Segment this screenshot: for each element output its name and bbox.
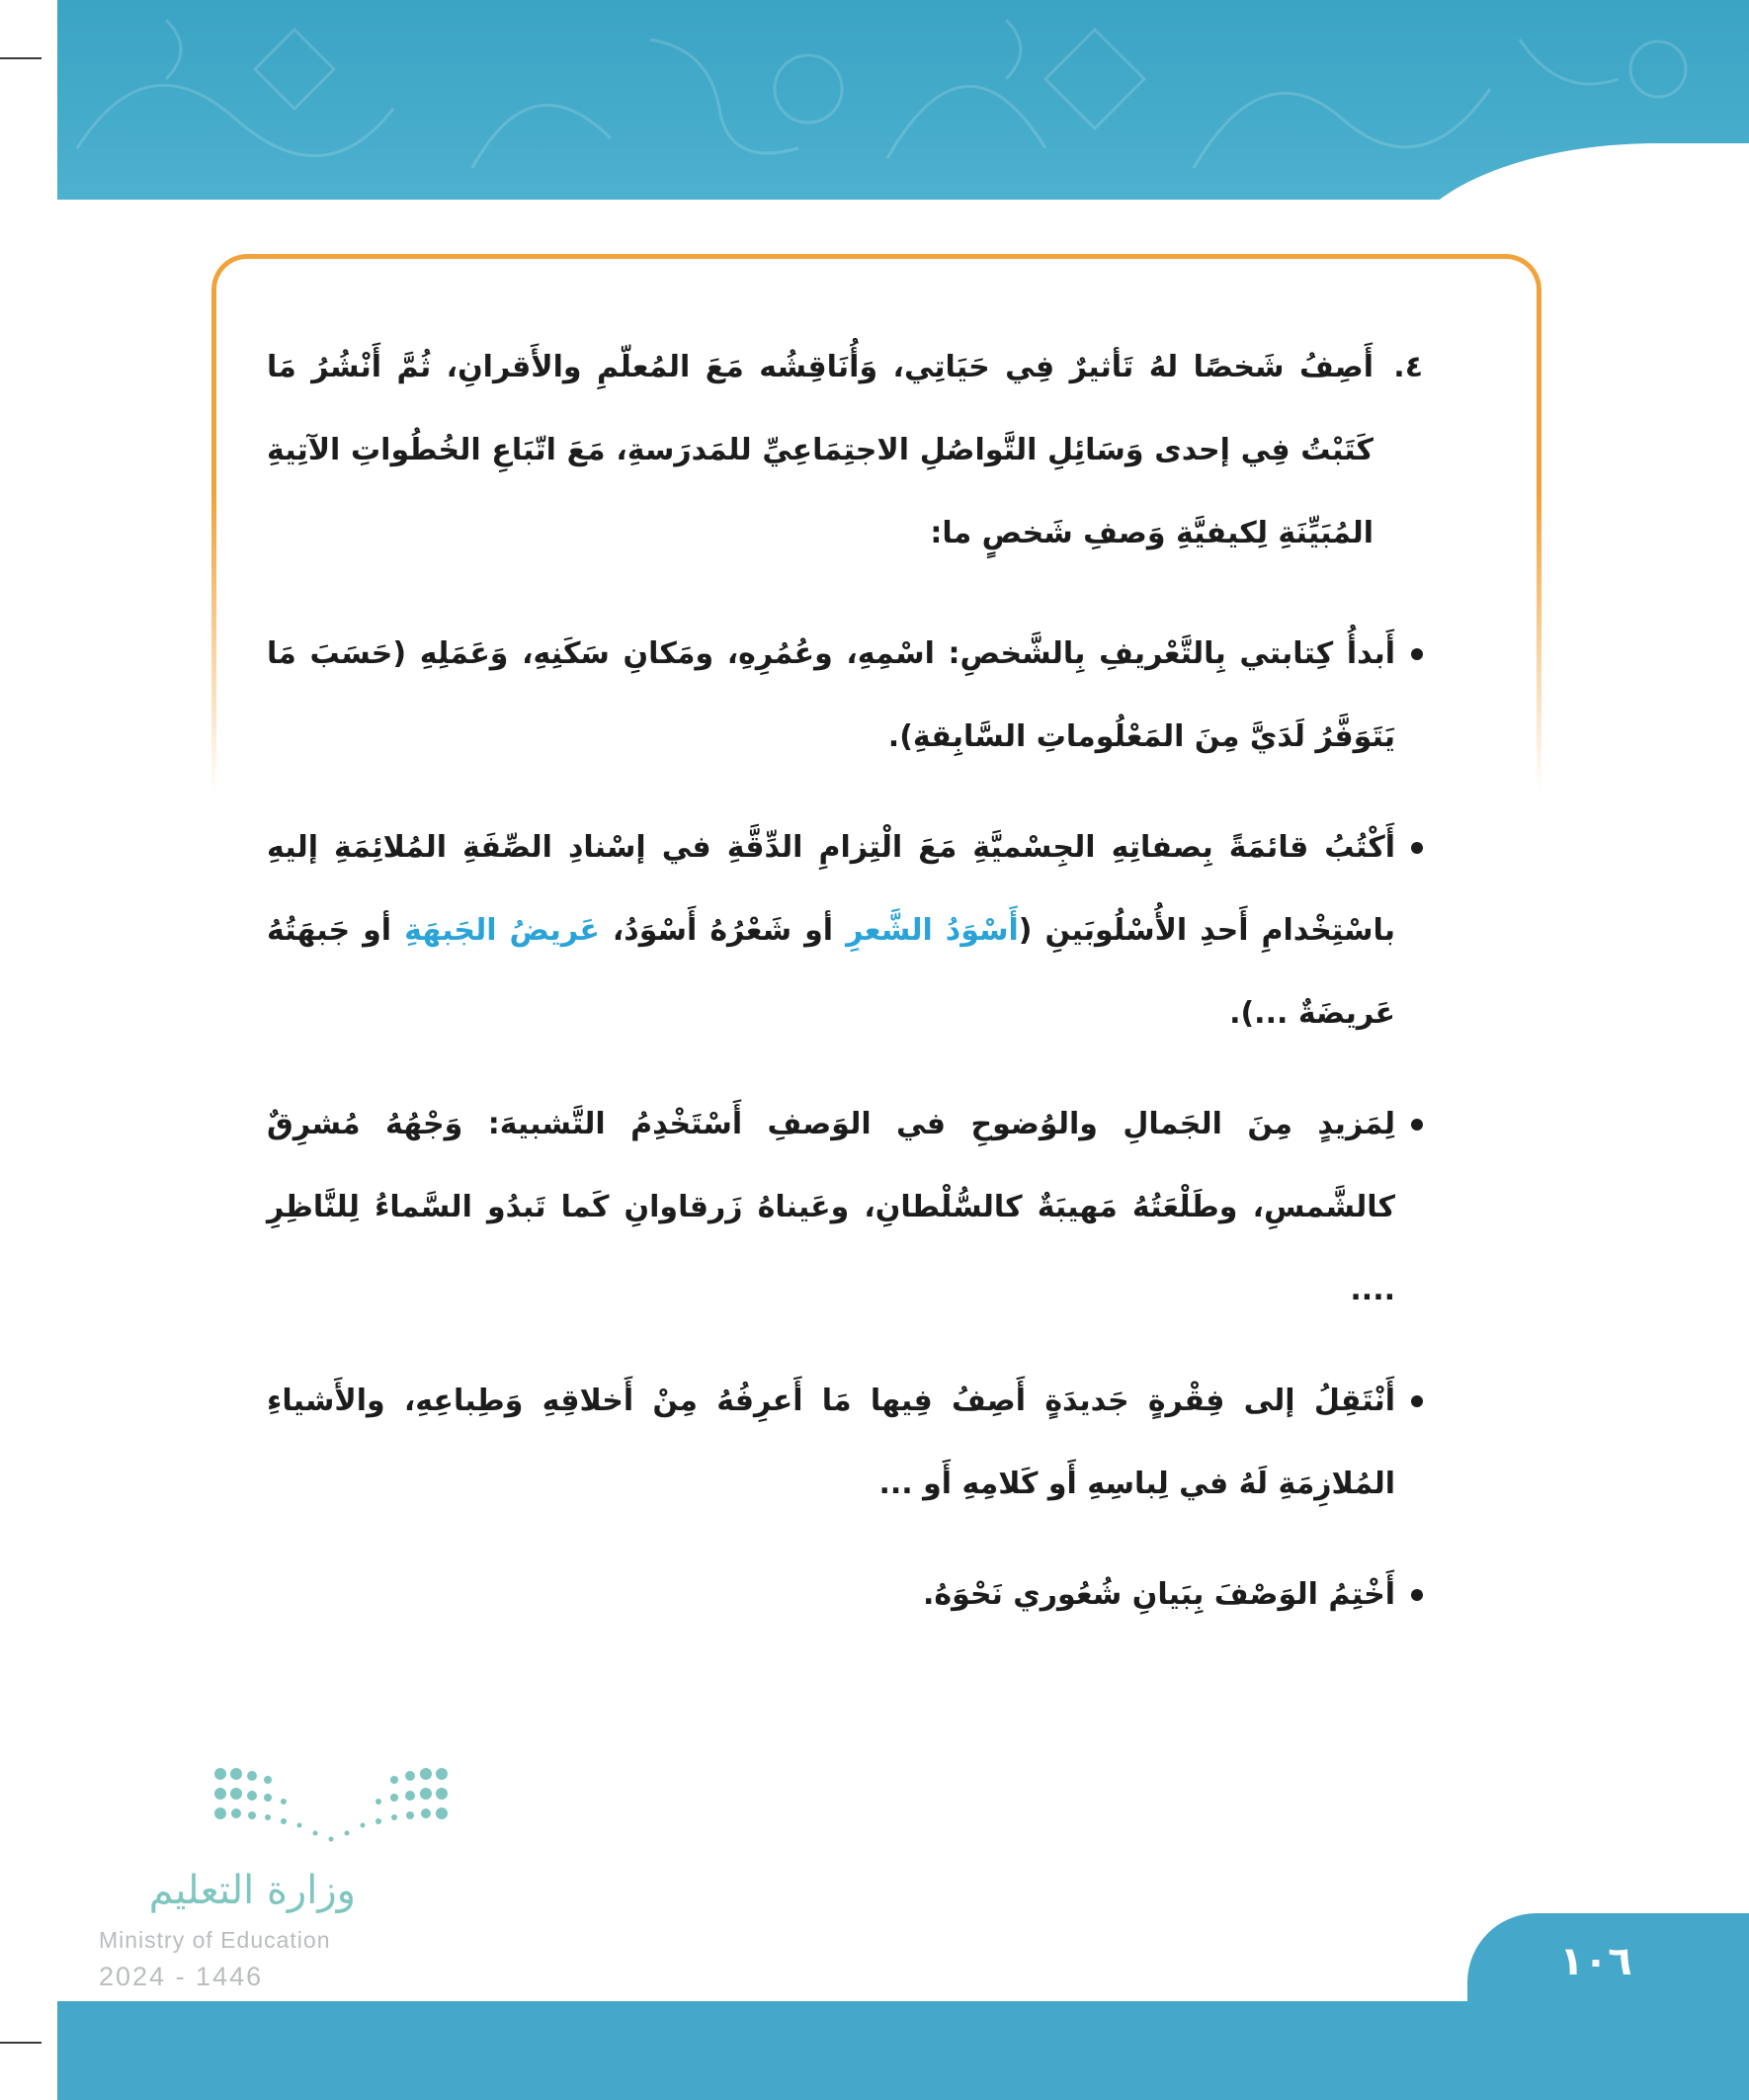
bullet-icon: [1411, 648, 1423, 660]
footer-band: [57, 2001, 1749, 2100]
crop-mark: [0, 57, 42, 59]
bullet-icon: [1411, 1119, 1423, 1131]
step-text: أَكْتُبُ قائمَةً بِصفاتِهِ الجِسْميَّةِ مَعَ الْتِزامِ الدِّقَّةِ في إسْنادِ الصِّفَةِ المُلائِمَةِ إليهِ باسْتِخْدامِ أَحدِ الأُسْلُوبَينِ (: [267, 830, 1395, 948]
bullet-icon: [1411, 1395, 1423, 1407]
list-item: [267, 1554, 1423, 1637]
step-text: أَخْتِمُ الوَصْفَ بِبَيانِ شُعُوري نَحْوَهُ.: [923, 1577, 1395, 1612]
step-text: أَنْتَقِلُ إلى فِقْرةٍ جَديدَةٍ أَصِفُ فِيها مَا أَعرِفُهُ مِنْ أَخلاقِهِ وَطِباعِهِ، والأَشياءِ المُلازِمَةِ لَهُ في لِباسِهِ أَو كَلامِهِ أَو ...: [267, 1384, 1395, 1501]
crop-mark: [0, 2042, 42, 2044]
ministry-year: 2024 - 1446: [99, 1962, 264, 1991]
steps-list: [267, 613, 1423, 1637]
bullet-icon: [1411, 1589, 1423, 1601]
header-band: [57, 0, 1749, 200]
list-item: [267, 806, 1423, 1055]
task-text: أَصِفُ شَخصًا لهُ تَأثيرٌ فِي حَيَاتِي، وَأُنَاقِشُه مَعَ المُعلّمِ والأَقرانِ، ثُمَّ أَنْشُرُ مَا كَتَبْتُ فِي إحدى وَسَائِلِ التَّواصُلِ الاجتِمَاعِيِّ للمَدرَسةِ، مَعَ اتّبَاعِ الخُطُواتِ الآتِيةِ المُبَيِّنَةِ لِكيفيَّةِ وَصفِ شَخصٍ ما:: [267, 350, 1374, 550]
ministry-dots-icon: [212, 1764, 450, 1853]
list-item: [267, 1083, 1423, 1332]
activity-content: [267, 326, 1423, 1664]
task-instruction: [267, 326, 1423, 575]
ministry-name-english: Ministry of Education: [99, 1927, 331, 1953]
list-item: [267, 1360, 1423, 1526]
highlight-example: عَريضُ الجَبهَةِ: [404, 913, 600, 948]
step-text: أو شَعْرُهُ أَسْوَدُ،: [599, 913, 847, 948]
task-number: ٤.: [1393, 350, 1423, 384]
list-item: [267, 613, 1423, 779]
step-text: أَبدأُ كِتابتي بِالتَّعْريفِ بِالشَّخصِ: اسْمِهِ، وعُمُرِهِ، ومَكانِ سَكَنِهِ، وَعَمَلِهِ (حَسَبَ مَا يَتَوَفَّرُ لَدَيَّ مِنَ المَعْلُوماتِ السَّابِقةِ).: [267, 636, 1395, 754]
ministry-logo: [99, 1764, 455, 2041]
step-text: أو جَبهَتُهُ عَريضَةٌ ...).: [267, 913, 1395, 1031]
page-number: ١٠٦: [1559, 1939, 1632, 1984]
bullet-icon: [1411, 842, 1423, 854]
ministry-name-arabic: وزارة التعليم: [148, 1868, 356, 1913]
highlight-example: أَسْوَدُ الشَّعرِ: [846, 913, 1019, 948]
step-text: لِمَزيدٍ مِنَ الجَمالِ والوُضوحِ في الوَصفِ أَسْتَخْدِمُ التَّشبيهَ: وَجْهُهُ مُشرِقٌ كالشَّمسِ، وطَلْعَتُهُ مَهيبَةٌ كالسُّلْطانِ، وعَيناهُ زَرقاوانِ كَما تَبدُو السَّماءُ لِلنَّاظِرِ ....: [267, 1107, 1395, 1307]
